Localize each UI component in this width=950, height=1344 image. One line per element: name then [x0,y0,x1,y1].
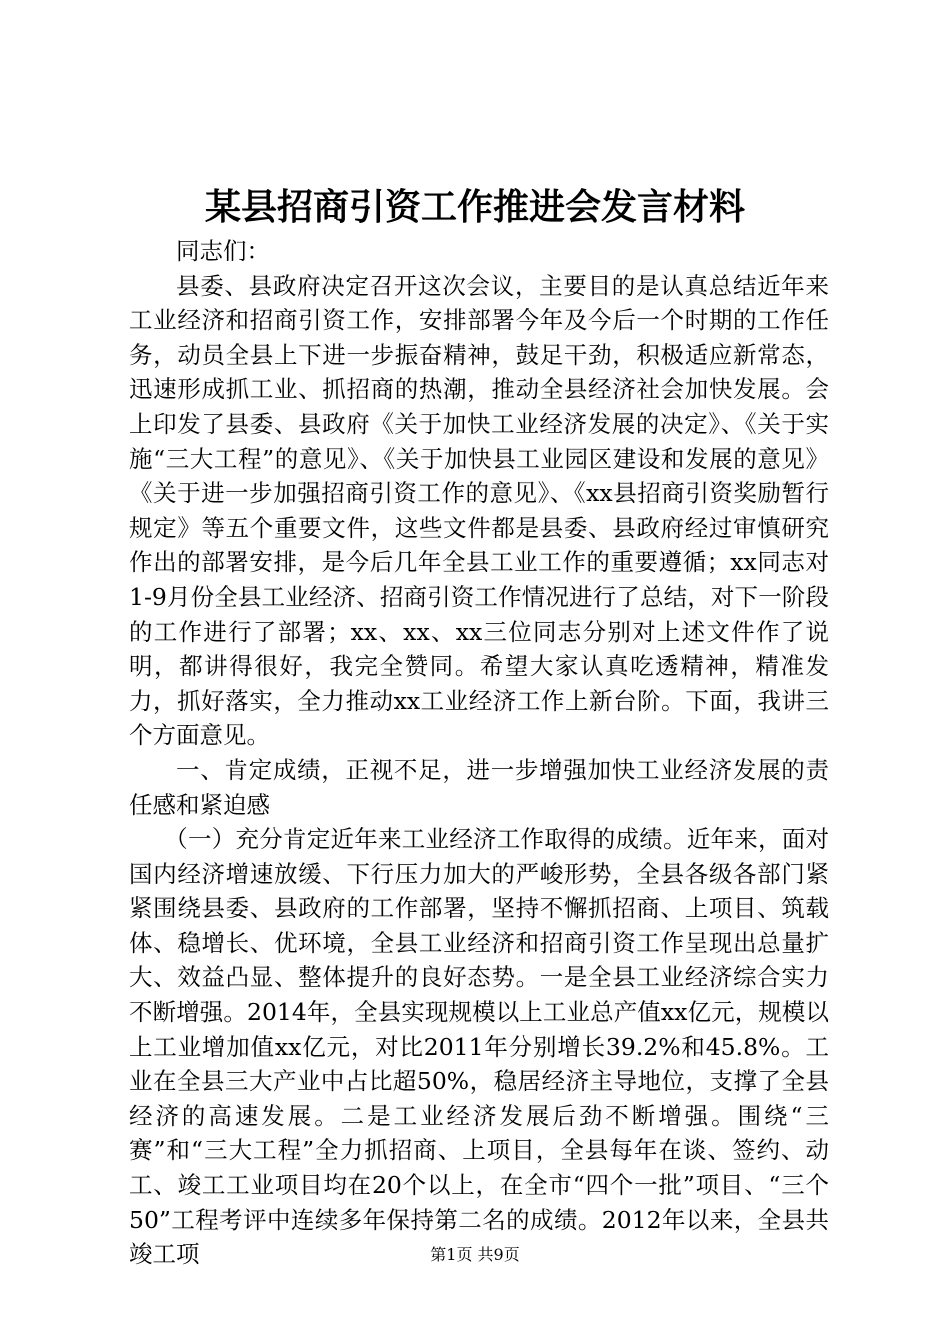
subsection-paragraph-1: （一）充分肯定近年来工业经济工作取得的成绩。近年来，面对国内经济增速放缓、下行压力加大的严峻形势，全县各级各部门紧紧围绕县委、县政府的工作部署，坚持不懈抓招商、上项目、筑载体、稳增长、优环境，全县工业经济和招商引资工作呈现出总量扩大、效益凸显、整体提升的良好态势。一是全县工业经济综合实力不断增强。2014年，全县实现规模以上工业总产值xx亿元，规模以上工业增加值xx亿元，对比2011年分别增长39.2%和45.8%。工业在全县三大产业中占比超50%，稳居经济主导地位，支撑了全县经济的高速发展。二是工业经济发展后劲不断增强。围绕“三赛”和“三大工程”全力抓招商、上项目，全县每年在谈、签约、动工、竣工工业项目均在20个以上，在全市“四个一批”项目、“三个50”工程考评中连续多年保持第二名的成绩。2012年以来，全县共竣工项 [129,825,829,1269]
document-body [129,234,829,1272]
salutation: 同志们： [176,237,270,265]
document-title: 某县招商引资工作推进会发言材料 [204,186,745,228]
section-heading-1: 一、肯定成绩，正视不足，进一步增强加快工业经济发展的责任感和紧迫感 [129,755,829,819]
page-footer: 第1页 共9页 [430,1245,520,1264]
paragraph-intro: 县委、县政府决定召开这次会议，主要目的是认真总结近年来工业经济和招商引资工作，安排部署今年及今后一个时期的工作任务，动员全县上下进一步振奋精神，鼓足干劲，积极适应新常态，迅速形成抓工业、抓招商的热潮，推动全县经济社会加快发展。会上印发了县委、县政府《关于加快工业经济发展的决定》、《关于实施“三大工程”的意见》、《关于加快县工业园区建设和发展的意见》《关于进一步加强招商引资工作的意见》、《xx县招商引资奖励暂行规定》等五个重要文件，这些文件都是县委、县政府经过审慎研究作出的部署安排，是今后几年全县工业工作的重要遵循；xx同志对1-9月份全县工业经济、招商引资工作情况进行了总结，对下一阶段的工作进行了部署；xx、xx、xx三位同志分别对上述文件作了说明，都讲得很好，我完全赞同。希望大家认真吃透精神，精准发力，抓好落实，全力推动xx工业经济工作上新台阶。下面，我讲三个方面意见。 [129,271,829,750]
